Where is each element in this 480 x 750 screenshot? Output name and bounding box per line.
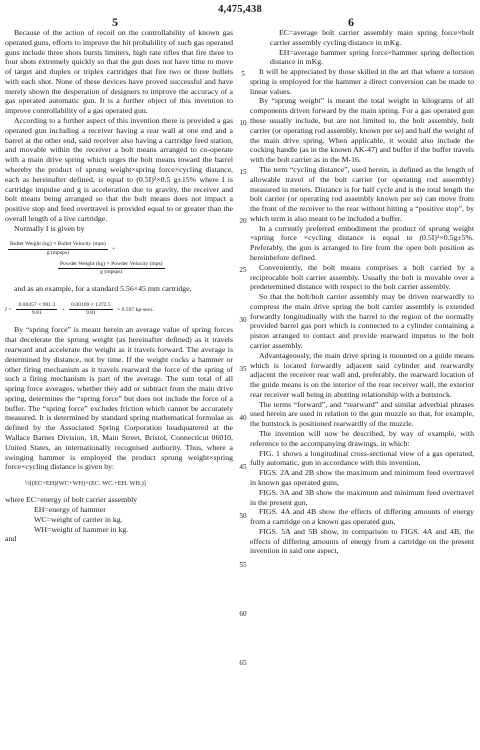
definition-wh: WH=weight of hammer in kg. xyxy=(34,524,129,534)
definition-eh: EH=energy of hammer xyxy=(34,505,106,515)
line-number: 60 xyxy=(239,610,247,618)
line-number: 50 xyxy=(239,512,247,520)
fraction-numerator: 0.00169 × 1372.5 xyxy=(69,302,113,310)
impulse-equation-second-term xyxy=(55,261,233,276)
line-number: 55 xyxy=(239,561,247,569)
definition-wc: WC=weight of carrier in kg. xyxy=(34,514,123,524)
column-number-left: 5 xyxy=(112,15,118,29)
plus-sign: + xyxy=(112,246,116,253)
left-column xyxy=(5,28,233,544)
line-number: 35 xyxy=(239,365,247,373)
fraction-numerator: Powder Weight (kg) × Powder Velocity (mps) xyxy=(58,261,165,269)
impulse-equation xyxy=(5,241,233,256)
line-number: 20 xyxy=(239,217,247,225)
fraction xyxy=(16,302,57,317)
paragraph: Because of the action of recoil on the controllability of known gas operated guns, efforts to improve the hit probability of such gas operated guns include three shots bursts limiters, high rate rifles that fire three to four shots extremely quickly so that the gun does not have time to move of target and duplex or triplex cartridges that fire two or three bullets with each shot. None of these devices have proved successful and have merely shown the desperation of designers to improve the accuracy of a gas operated automatic gun. It is a further object of this invention to improve controllability of a gas operated gun. xyxy=(5,28,233,116)
paragraph: Advantageously, the main drive spring is mounted on a guide means which is located forwardly adjacent said cylinder and rearwardly adjacent the receiver rear wall and, preferably, the rearward location of the guide means is on the interior of the rear receiver wall, the exterior rear receiver wall being in abutting relationship with a buttstock. xyxy=(250,350,474,399)
right-column xyxy=(250,28,474,556)
line-number: 45 xyxy=(239,463,247,471)
conjunction-text: and xyxy=(5,534,17,544)
line-number: 10 xyxy=(239,119,247,127)
paragraph: The term “cycling distance”, used herein, is defined as the length of allowable travel of the bolt carrier (or operating rod assembly) measured in meters. Distance is for half cycle and is the total length the bolt carrier (or operating rod assembly known per se) can move from the front of the receiver to the rear without hitting a “positive stop”, by which term is also meant to be included a buffer. xyxy=(250,164,474,223)
equation-rhs: = 0.597 kp-secs. xyxy=(117,306,154,313)
fraction-denominator: g (mpsps) xyxy=(100,269,123,276)
page-header xyxy=(0,4,480,28)
fraction-denominator: 9.81 xyxy=(31,310,42,317)
definition-eh: EH=average hammer spring force×hammer spring deflection distance in mKg. xyxy=(270,47,474,67)
paragraph: The invention will now be described, by way of example, with reference to the accompanying drawings, in which: xyxy=(250,429,474,448)
figure-description: FIG. 1 shows a longitudinal cross-sectional view of a gas operated, fully automatic, gun in accordance with this invention, xyxy=(250,448,474,468)
patent-number: 4,475,438 xyxy=(218,4,262,15)
paragraph: So that the bolt/bolt carrier assembly may be driven rearwardly to compress the main drive spring the bolt carrier assembly is extended forwardly longitudinally with the barrel to the region of the normally provided barrel gas port which is connected to a cylinder containing a piston arranged to contact and provide rearward impetus to the bolt carrier assembly. xyxy=(250,292,474,350)
paragraph: Conveniently, the bolt means comprises a bolt carried by a reciprocable bolt carrier assembly. Usually the bolt is movable over a predetermined distance with respect to the bolt carrier assembly. xyxy=(250,262,474,292)
definition-intro: where EC=energy of bolt carrier assembly xyxy=(5,495,138,505)
fraction xyxy=(69,302,113,317)
paragraph: It will be appreciated by those skilled in the art that where a torsion spring is employed for the hammer a direct conversion can be made to linear values. xyxy=(250,67,474,96)
line-number: 15 xyxy=(239,168,247,176)
figure-description: FIGS. 4A and 4B show the effects of differing amounts of energy from a cartridge on a known gas operated gun, xyxy=(250,507,474,527)
energy-formula: ½[(EC+EH)(WC+WH)+(EC. WC.+EH. WH.)] xyxy=(25,480,146,488)
line-number: 30 xyxy=(239,316,247,324)
definition-ec: EC=average bolt carrier assembly main spring force×bolt carrier assembly cycling distance in mKg. xyxy=(270,28,474,47)
paragraph: and as an example, for a standard 5.56×45 mm cartridge, xyxy=(14,284,192,294)
fraction xyxy=(58,261,165,276)
paragraph: Normally I is given by xyxy=(14,223,85,233)
paragraph: By “sprung weight” is meant the total weight in kilograms of all components driven forward by the main spring. For a gas operated gun these usually include, but are not limited to, the bolt assembly, bolt carrier (or operating rod assembly, known per se) and half the weight of the main drive spring. When applicable, it would also include the cocking handle (as in the known AK-47) and buffer if the buffer travels with the bolt carrier as in the M-16. xyxy=(250,96,475,165)
line-number: 40 xyxy=(239,414,247,422)
paragraph: By “spring force” is meant herein an average value of spring forces that decelerate the sprung weight (as hereinafter defined) as it travels rearward and accelerate the weight as it travels forward. The average is determined by distance, not by time. If the weight cocks a hammer or other firing mechanism as it travels rearward the force of the spring of such a firing mechanism is part of the average. The sum total of all spring force averages, whether they add or subtract from the main drive spring, determines the “spring force” but does not include the force of a buffer. The “spring force” excludes friction which cannot be accurately measured. It is determined by standard spring mathematical formulae as defined by the Associated Spring Corporation headquatered at the Wallace Barnes Division, 18, Main Street, Bristol, Connecticut 06010, United States, an internationally recognised authority. Thus, where a swinging hammer is employed the product sprung weight×spring force×cycling distance is given by: xyxy=(5,325,233,472)
line-number-gutter xyxy=(236,28,250,748)
figure-description: FIGS. 2A and 2B show the maximum and minimum feed overtravel in known gas operated guns, xyxy=(250,468,474,487)
fraction-denominator: g (mpsps) xyxy=(46,249,69,256)
example-equation xyxy=(5,302,233,317)
fraction-numerator: Bullet Weight (kg) × Bullet Velocity (mps) xyxy=(8,241,108,249)
line-number: 5 xyxy=(241,70,245,78)
paragraph: The terms “forward”, and “rearward” and similar adverbial phrases used herein are used in relation to the gun muzzle so that, for example, the buttstock is positioned rearwardly of the muzzle. xyxy=(250,399,474,429)
paragraph: According to a further aspect of this invention there is provided a gas operated gun including a receiver having a rear wall at one end and a barrel at the other end, said receiver also having a cartridge feed station, and movable within the receiver a bolt means arranged to co-operate with a main drive spring which urges the bolt means toward the barrel whereby the product of sprung weight×spring force×cycling distance, each as hereinafter defined, is equal to (0.5I)²×0.5 g±15% where I is cartridge impulse and g is acceleration due to gravity, the receiver and bolt means being arranged so that the bolt means does not impact a positive stop and feed overtravel is provided equal to or greater than the overall length of a live cartridge. xyxy=(5,116,233,223)
column-number-right: 6 xyxy=(348,15,354,29)
figure-description: FIGS. 5A and 5B show, in comparison to FIGS. 4A and 4B, the effects of differing amounts of energy from a cartridge on the present invention in said one aspect, xyxy=(250,526,474,556)
equation-lhs: I = xyxy=(5,306,13,313)
line-number: 25 xyxy=(239,266,247,274)
figure-description: FIGS. 3A and 3B show the maximum and minimum feed overtravel in the present gun, xyxy=(250,487,474,507)
fraction-denominator: 9.81 xyxy=(86,310,96,317)
line-number: 65 xyxy=(239,659,247,667)
fraction-numerator: 0.00357 × 991.3 xyxy=(16,302,57,310)
paragraph: In a currently preferred embodiment the product of sprung weight ×spring force ×cycling distance is equal to (0.5I)²×0.5g±5%. Preferably, the gun is arranged to fire from the open bolt position as hereinbefore defined. xyxy=(250,223,474,262)
plus-sign: + xyxy=(61,306,65,313)
fraction xyxy=(8,241,108,256)
